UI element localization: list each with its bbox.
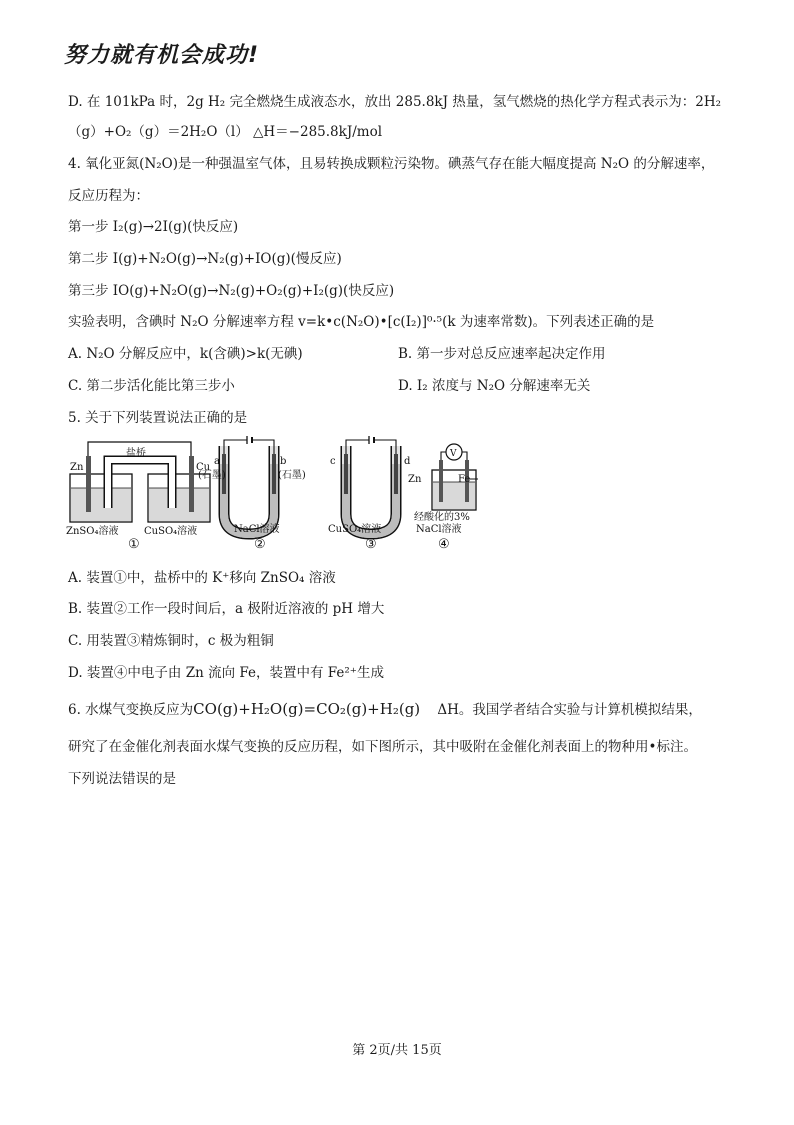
q3-option-d-line1: D. 在 101kPa 时，2g H₂ 完全燃烧生成液态水，放出 285.8kJ 热量，氢气燃烧的热化学方程式表示为：2H₂ [68, 94, 722, 110]
q4-option-a: A. N₂O 分解反应中，k(含碘)>k(无碘) [68, 346, 303, 362]
q4-stem-line1: 4. 氧化亚氮(N₂O)是一种强温室气体，且易转换成颗粒污染物。碘蒸气存在能大幅度提高 N₂O 的分解速率， [68, 156, 715, 172]
fe-label: Fe [458, 474, 471, 485]
device-1 [66, 442, 211, 552]
q5-option-a: A. 装置①中，盐桥中的 K⁺移向 ZnSO₄ 溶液 [68, 570, 336, 586]
device-2-number: ② [254, 537, 266, 552]
graphite-a-label: (石墨) [198, 470, 226, 481]
q6-stem-line2: 研究了在金催化剂表面水煤气变换的反应历程，如下图所示，其中吸附在金催化剂表面上的物种用•标注。 [68, 739, 697, 755]
q6-stem-prefix: 6. 水煤气变换反应为 [68, 702, 194, 718]
cu-label: Cu [196, 462, 211, 473]
electrode-b-label: b [280, 456, 287, 467]
device-3-number: ③ [365, 537, 377, 552]
q5-stem: 5. 关于下列装置说法正确的是 [68, 410, 248, 426]
nacl-label: NaCl溶液 [234, 524, 280, 535]
q5-option-c: C. 用装置③精炼铜时，c 极为粗铜 [68, 633, 274, 649]
graphite-b-label: (石墨) [278, 470, 306, 481]
cuso4-device3-label: CuSO₄溶液 [328, 524, 382, 535]
q4-step1: 第一步 I₂(g)→2I(g)(快反应) [68, 219, 239, 235]
cuso4-label: CuSO₄溶液 [144, 526, 198, 537]
q6-stem-line1 [68, 700, 702, 719]
zn-device4-label: Zn [408, 474, 422, 485]
q6-stem-line3: 下列说法错误的是 [68, 771, 176, 787]
nacl-device4-label: NaCl溶液 [416, 524, 462, 535]
q4-stem-line3: 实验表明，含碘时 N₂O 分解速率方程 v=k•c(N₂O)•[c(I₂)]⁰·⁵(k 为速率常数)。下列表述正确的是 [68, 314, 655, 330]
zn-label: Zn [70, 462, 84, 473]
q6-equation: CO(g)+H₂O(g)=CO₂(g)+H₂(g) [193, 700, 421, 718]
q4-step3: 第三步 IO(g)+N₂O(g)→N₂(g)+O₂(g)+I₂(g)(快反应) [68, 283, 395, 299]
acidified-label: 经酸化的3% [414, 512, 470, 523]
q5-option-b: B. 装置②工作一段时间后，a 极附近溶液的 pH 增大 [68, 601, 385, 617]
q5-option-d: D. 装置④中电子由 Zn 流向 Fe，装置中有 Fe²⁺生成 [68, 665, 384, 681]
device-4-number: ④ [438, 537, 450, 552]
electrode-c-label: c [330, 456, 336, 467]
page-number-footer: 第 2页/共 15页 [352, 1043, 442, 1058]
q5-apparatus-figure [64, 434, 484, 554]
q6-stem-suffix: ΔH。我国学者结合实验与计算机模拟结果， [437, 702, 702, 718]
q4-option-b: B. 第一步对总反应速率起决定作用 [398, 346, 606, 362]
q3-option-d-line2: （g）+O₂（g）＝2H₂O（l） △H＝−285.8kJ/mol [68, 124, 383, 140]
motto-header: 努力就有机会成功! [64, 43, 260, 68]
znso4-label: ZnSO₄溶液 [66, 526, 119, 537]
device-4 [408, 444, 478, 552]
device-3 [328, 436, 411, 552]
q4-stem-line2: 反应历程为： [68, 188, 149, 204]
electrode-a-label: a [214, 456, 220, 467]
q4-step2: 第二步 I(g)+N₂O(g)→N₂(g)+IO(g)(慢反应) [68, 251, 342, 267]
q4-option-c: C. 第二步活化能比第三步小 [68, 378, 235, 394]
device-1-number: ① [128, 537, 140, 552]
salt-bridge-label: 盐桥 [126, 448, 146, 459]
voltmeter-label: V [450, 449, 457, 459]
device-2 [198, 436, 306, 552]
electrode-d-label: d [404, 456, 411, 467]
q4-option-d: D. I₂ 浓度与 N₂O 分解速率无关 [398, 378, 591, 394]
